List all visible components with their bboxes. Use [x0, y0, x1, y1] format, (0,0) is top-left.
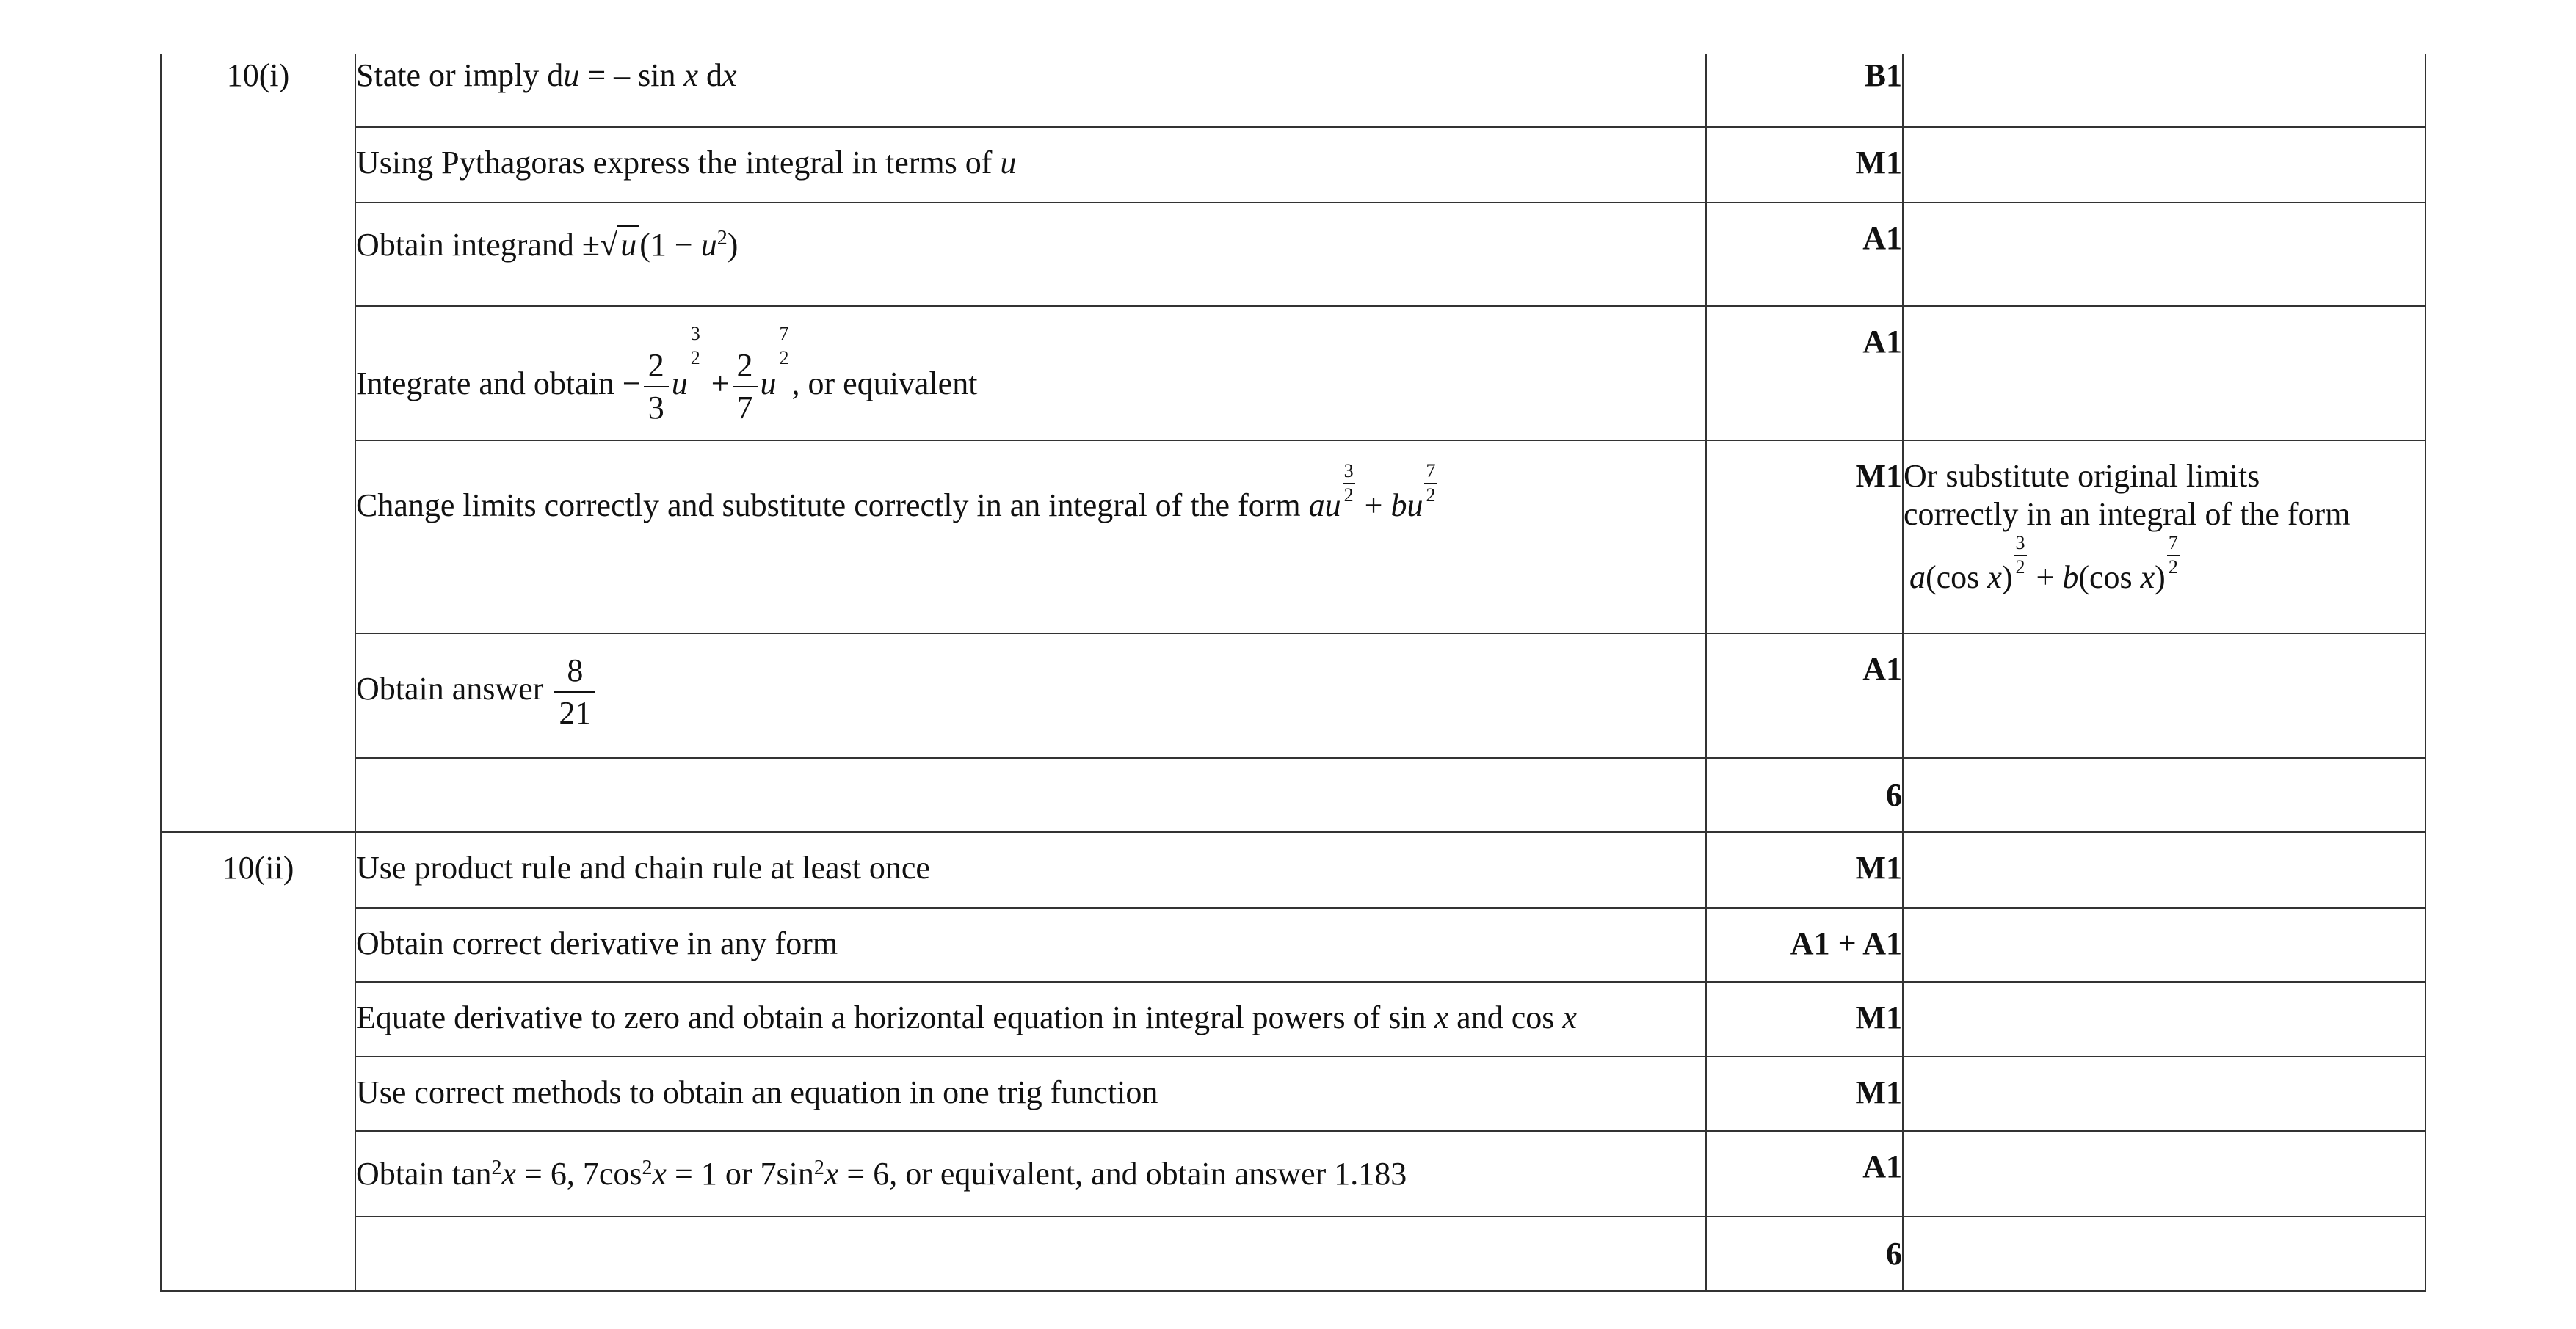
guidance-cell [1903, 1131, 2426, 1217]
integral-form-expression: au $\frac{3}{2}$ + bu $\frac{7}{2}$ [1308, 460, 1436, 523]
table-row [161, 203, 2426, 306]
guidance-cell [1903, 758, 2426, 832]
mark-cell: A1 [1706, 203, 1903, 306]
answer-cell: Using Pythagoras express the integral in terms of u [355, 127, 1706, 203]
guidance-cell [1903, 54, 2426, 127]
guidance-cell [1903, 633, 2426, 758]
mark-cell: A1 [1706, 306, 1903, 440]
table-row [161, 54, 2426, 127]
table-row [161, 758, 2426, 832]
answer-cell: Use correct methods to obtain an equation in one trig function [355, 1057, 1706, 1131]
table-row [161, 440, 2426, 633]
table-row [161, 127, 2426, 203]
guidance-cell [1903, 1217, 2426, 1291]
mark-scheme-table [160, 54, 2426, 1292]
table-row [161, 1131, 2426, 1217]
guidance-cell: Or substitute original limits correctly in an integral of the form a(cos x) $\frac{3}{2}$ + b(cos x) $\frac{7}{2}$ [1903, 440, 2426, 633]
answer-cell: Change limits correctly and substitute correctly in an integral of the form au $\frac{3}{2}$ + bu $\frac{7}{2}$ [355, 440, 1706, 633]
integral-result-expression: − $\frac{2}{3}$ u $\frac{3}{2}$ + $\frac{2}{7}$ u $\frac{7}{2}$ [622, 323, 789, 426]
table-row [161, 306, 2426, 440]
answer-cell: Obtain correct derivative in any form [355, 908, 1706, 982]
guidance-cell [1903, 1057, 2426, 1131]
answer-cell: Obtain answer $\frac{8}{21}$ [355, 633, 1706, 758]
guidance-cell [1903, 982, 2426, 1057]
table-row [161, 633, 2426, 758]
mark-cell: A1 + A1 [1706, 908, 1903, 982]
mark-cell: M1 [1706, 982, 1903, 1057]
answer-cell: Obtain integrand $\pm√u(1 - u^2)$ [355, 203, 1706, 306]
table-row [161, 1057, 2426, 1131]
table-row [161, 908, 2426, 982]
guidance-cell [1903, 203, 2426, 306]
answer-cell [355, 758, 1706, 832]
integrand-expression: $\pm√u(1 - u^2)$ [581, 227, 739, 263]
guidance-cell [1903, 832, 2426, 908]
guidance-cell [1903, 127, 2426, 203]
table-row [161, 832, 2426, 908]
table-row [161, 1217, 2426, 1291]
mark-cell: M1 [1706, 440, 1903, 633]
guidance-cell [1903, 908, 2426, 982]
mark-cell: M1 [1706, 127, 1903, 203]
mark-cell: B1 [1706, 54, 1903, 127]
answer-cell: Obtain $\tan^2x = 6$, $7\cos^2x = 1$ or $7\sin^2x = 6$, or equivalent, and obtain answer 1.183 [355, 1131, 1706, 1217]
question-number: 10(i) [161, 54, 355, 832]
mark-cell: M1 [1706, 832, 1903, 908]
answer-cell: Equate derivative to zero and obtain a horizontal equation in integral powers of sin x and cos x [355, 982, 1706, 1057]
answer-cell: Use product rule and chain rule at least once [355, 832, 1706, 908]
total-mark-cell: 6 [1706, 1217, 1903, 1291]
answer-cell [355, 1217, 1706, 1291]
answer-cell: State or imply du = – sin x dx [355, 54, 1706, 127]
question-number: 10(ii) [161, 832, 355, 1291]
mark-cell: A1 [1706, 633, 1903, 758]
total-mark-cell: 6 [1706, 758, 1903, 832]
guidance-cell [1903, 306, 2426, 440]
table-row [161, 982, 2426, 1057]
answer-cell: Integrate and obtain − $\frac{2}{3}$ u $\frac{3}{2}$ + $\frac{2}{7}$ u $\frac{7}{2}$ , or equivalent [355, 306, 1706, 440]
answer-fraction: $\frac{8}{21}$ [554, 655, 595, 729]
mark-cell: M1 [1706, 1057, 1903, 1131]
mark-cell: A1 [1706, 1131, 1903, 1217]
